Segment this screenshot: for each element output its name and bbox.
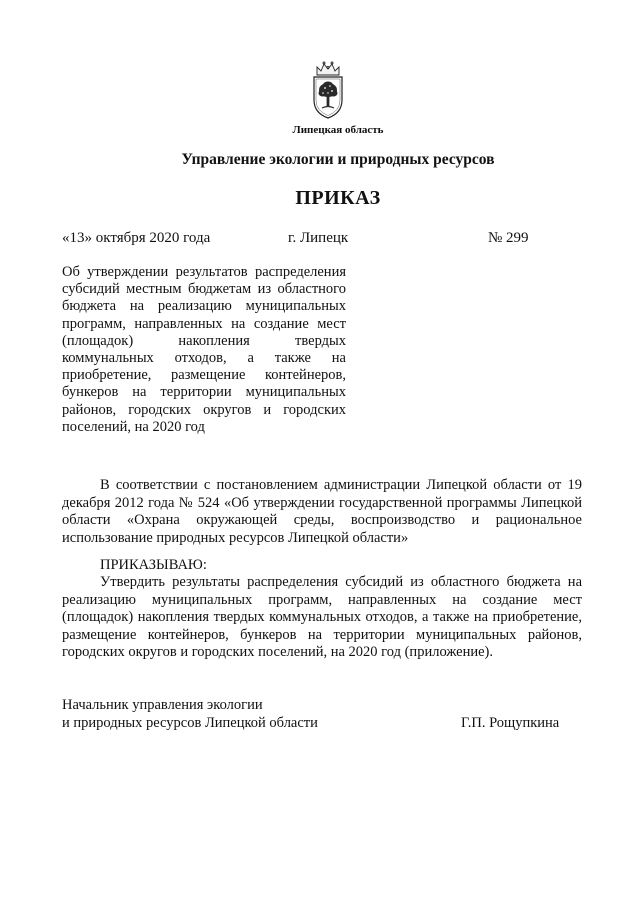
signatory-name: Г.П. Рощупкина — [461, 715, 560, 731]
department-name: Управление экологии и природных ресурсов — [181, 151, 495, 168]
order-number: № 299 — [488, 230, 529, 246]
order-directive-word: ПРИКАЗЫВАЮ: — [100, 557, 207, 573]
region-name: Липецкая область — [292, 124, 384, 136]
coat-of-arms-icon — [308, 58, 348, 120]
signatory-position-line-2: и природных ресурсов Липецкой области — [62, 715, 318, 731]
document-type-title: ПРИКАЗ — [295, 187, 381, 209]
order-date: «13» октября 2020 года — [62, 230, 211, 246]
order-subject: Об утверждении результатов распределения субсидий местным бюджетам из областного бюджета на реализацию муниципальных программ, направленных на создание мест (площадок) накопления твердых коммунальных отходов, а также на приобретение, размещение контейнеров, бункеров на территории муниципальных районов, городских округов и городских поселений, на 2020 год — [62, 264, 346, 435]
signatory-position-line-1: Начальник управления экологии — [62, 697, 263, 713]
legal-basis-paragraph: В соответствии с постановлением администрации Липецкой области от 19 декабря 2012 года № 524 «Об утверждении государственной программы Липецкой области «Охрана окружающей среды, воспроизводство и рациональное использование природных ресурсов Липецкой области» — [62, 477, 582, 546]
order-city: г. Липецк — [288, 230, 349, 246]
order-directive-paragraph: Утвердить результаты распределения субсидий из областного бюджета на реализацию муниципальных программ, направленных на создание мест (площадок) накопления твердых коммунальных отходов, а также на приобретение, размещение контейнеров, бункеров на территории муниципальных районов, городских округов и городских поселений, на 2020 год (приложение). — [62, 574, 582, 661]
